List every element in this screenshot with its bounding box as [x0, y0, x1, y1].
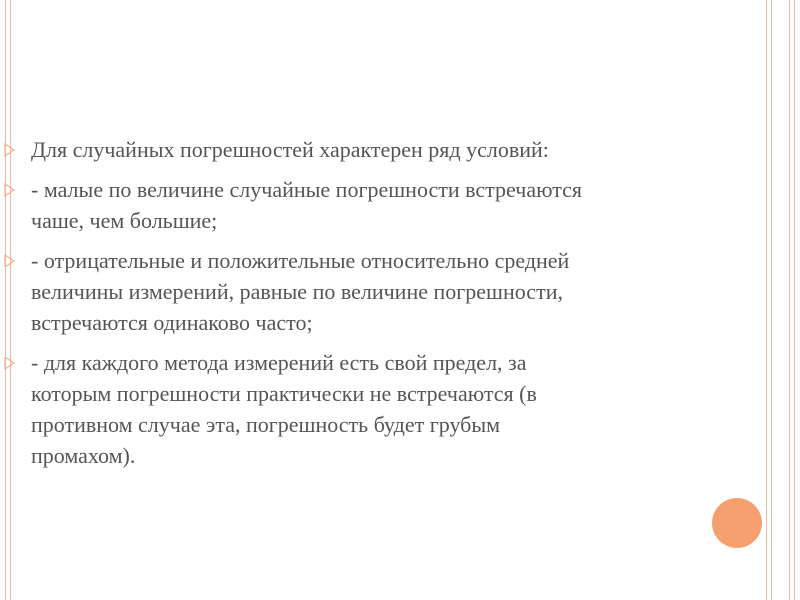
bullet-text: - для каждого метода измерений есть свой предел, за которым погрешности практически не встречаются (в противном случае эта, погрешность будет грубым промахом). [31, 350, 537, 468]
bullet-arrow-icon [4, 174, 22, 205]
bullet-arrow-icon [4, 347, 22, 378]
right-border-line [766, 0, 767, 600]
right-border-line [771, 0, 772, 600]
bullet-list [0, 134, 760, 480]
list-item [0, 174, 760, 236]
right-border-line [789, 0, 790, 600]
list-item [0, 347, 760, 471]
decorative-circle [712, 498, 762, 548]
bullet-text: Для случайных погрешностей характерен ряд условий: [31, 137, 549, 162]
bullet-arrow-icon [4, 245, 22, 276]
list-item [0, 245, 760, 338]
right-border-line [794, 0, 795, 600]
list-item [0, 134, 760, 165]
bullet-arrow-icon [4, 134, 22, 165]
bullet-text: - отрицательные и положительные относительно средней величины измерений, равные по величине погрешности, встречаются одинаково часто; [31, 248, 570, 335]
bullet-text: - малые по величине случайные погрешности встречаются чаше, чем большие; [31, 177, 583, 233]
